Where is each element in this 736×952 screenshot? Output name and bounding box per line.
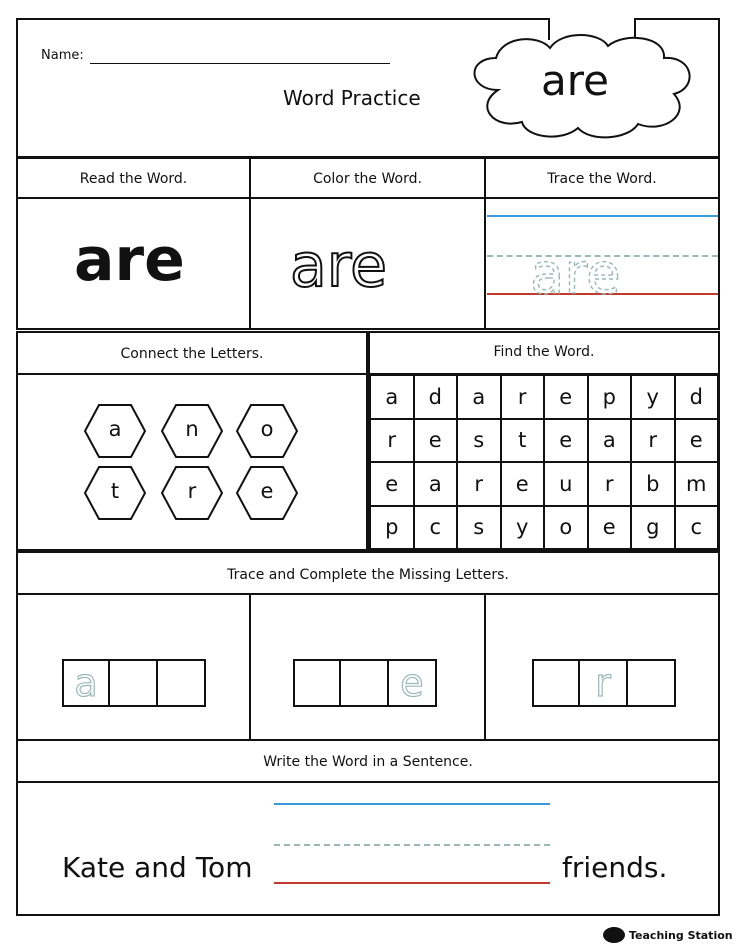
find-header: [368, 331, 720, 375]
hexagon-letter: t: [110, 479, 120, 503]
brand-name: Teaching Station: [629, 928, 733, 942]
grid-cell[interactable]: c: [414, 506, 458, 550]
trace-letter: e: [400, 661, 424, 705]
missing-letter-box[interactable]: [532, 659, 580, 707]
grid-cell[interactable]: y: [631, 375, 675, 419]
read-label: Read the Word.: [79, 171, 188, 187]
grid-cell[interactable]: u: [544, 462, 588, 506]
hexagon-letter: r: [187, 479, 197, 503]
grid-cell[interactable]: e: [414, 419, 458, 463]
connect-box: [16, 373, 368, 551]
read-header: [16, 157, 251, 199]
sentence-after: friends.: [562, 851, 668, 884]
name-label: Name:: [41, 48, 84, 63]
grid-cell[interactable]: r: [501, 375, 545, 419]
grid-cell[interactable]: c: [675, 506, 719, 550]
letter-hexagon[interactable]: [235, 403, 299, 459]
sentence-answer-line[interactable]: [274, 882, 550, 884]
cloud-word: are: [541, 56, 609, 105]
missing-label: Trace and Complete the Missing Letters.: [227, 567, 509, 583]
trace-letter: r: [595, 661, 611, 705]
grid-cell[interactable]: g: [631, 506, 675, 550]
trace-letter: a: [74, 661, 98, 705]
color-word[interactable]: [290, 228, 450, 298]
grid-cell[interactable]: m: [675, 462, 719, 506]
grid-cell[interactable]: y: [501, 506, 545, 550]
grid-cell[interactable]: r: [370, 419, 414, 463]
brand-icon: [603, 927, 625, 943]
grid-cell[interactable]: a: [588, 419, 632, 463]
grid-cell[interactable]: p: [588, 375, 632, 419]
sentence-mid-line: [274, 844, 550, 846]
missing-letter-box[interactable]: [389, 659, 437, 707]
grid-cell[interactable]: a: [414, 462, 458, 506]
missing-letter-box[interactable]: [341, 659, 389, 707]
page-title: Word Practice: [283, 86, 421, 110]
sentence-before: Kate and Tom: [62, 851, 253, 884]
grid-cell[interactable]: r: [631, 419, 675, 463]
grid-cell[interactable]: e: [544, 375, 588, 419]
brand-logo: [603, 927, 733, 943]
read-word: are: [74, 225, 185, 295]
grid-cell[interactable]: b: [631, 462, 675, 506]
hexagon-letter: n: [185, 417, 199, 441]
letter-hexagon[interactable]: [160, 403, 224, 459]
trace-header: [484, 157, 720, 199]
grid-cell[interactable]: r: [588, 462, 632, 506]
sentence-label: Write the Word in a Sentence.: [263, 754, 473, 770]
trace-word[interactable]: [530, 240, 680, 300]
grid-cell[interactable]: t: [501, 419, 545, 463]
color-label: Color the Word.: [313, 171, 422, 187]
trace-label: Trace the Word.: [547, 171, 657, 187]
grid-cell[interactable]: e: [370, 462, 414, 506]
missing-header: [16, 551, 720, 595]
connect-label: Connect the Letters.: [120, 346, 264, 362]
letter-hexagon[interactable]: [235, 465, 299, 521]
header-notch-cover: [550, 14, 635, 22]
grid-cell[interactable]: o: [544, 506, 588, 550]
letter-hexagon[interactable]: [160, 465, 224, 521]
grid-cell[interactable]: e: [675, 419, 719, 463]
sentence-top-line: [274, 803, 550, 805]
hexagon-letter: a: [108, 417, 122, 441]
connect-header: [16, 331, 368, 375]
grid-cell[interactable]: a: [457, 375, 501, 419]
missing-letter-box[interactable]: [110, 659, 158, 707]
sentence-header: [16, 739, 720, 783]
grid-cell[interactable]: r: [457, 462, 501, 506]
letter-hexagon[interactable]: [83, 403, 147, 459]
color-header: [249, 157, 486, 199]
hexagon-letter: e: [260, 479, 274, 503]
missing-letter-box[interactable]: [628, 659, 676, 707]
grid-cell[interactable]: e: [544, 419, 588, 463]
letter-hexagon[interactable]: [83, 465, 147, 521]
trace-top-line: [487, 215, 718, 217]
grid-cell[interactable]: e: [501, 462, 545, 506]
color-word-text: are: [290, 231, 388, 298]
grid-cell[interactable]: d: [675, 375, 719, 419]
missing-letter-box[interactable]: [62, 659, 110, 707]
sentence-box: [16, 781, 720, 916]
grid-cell[interactable]: p: [370, 506, 414, 550]
grid-cell[interactable]: d: [414, 375, 458, 419]
missing-letter-box[interactable]: [580, 659, 628, 707]
grid-cell[interactable]: e: [588, 506, 632, 550]
missing-letter-box[interactable]: [293, 659, 341, 707]
hexagon-letter: o: [260, 417, 274, 441]
grid-cell[interactable]: s: [457, 419, 501, 463]
find-word-grid: [368, 373, 720, 551]
missing-letter-box[interactable]: [158, 659, 206, 707]
find-label: Find the Word.: [493, 344, 595, 360]
grid-cell[interactable]: a: [370, 375, 414, 419]
trace-word-text: are: [530, 242, 621, 300]
name-line[interactable]: [90, 63, 390, 64]
grid-cell[interactable]: s: [457, 506, 501, 550]
